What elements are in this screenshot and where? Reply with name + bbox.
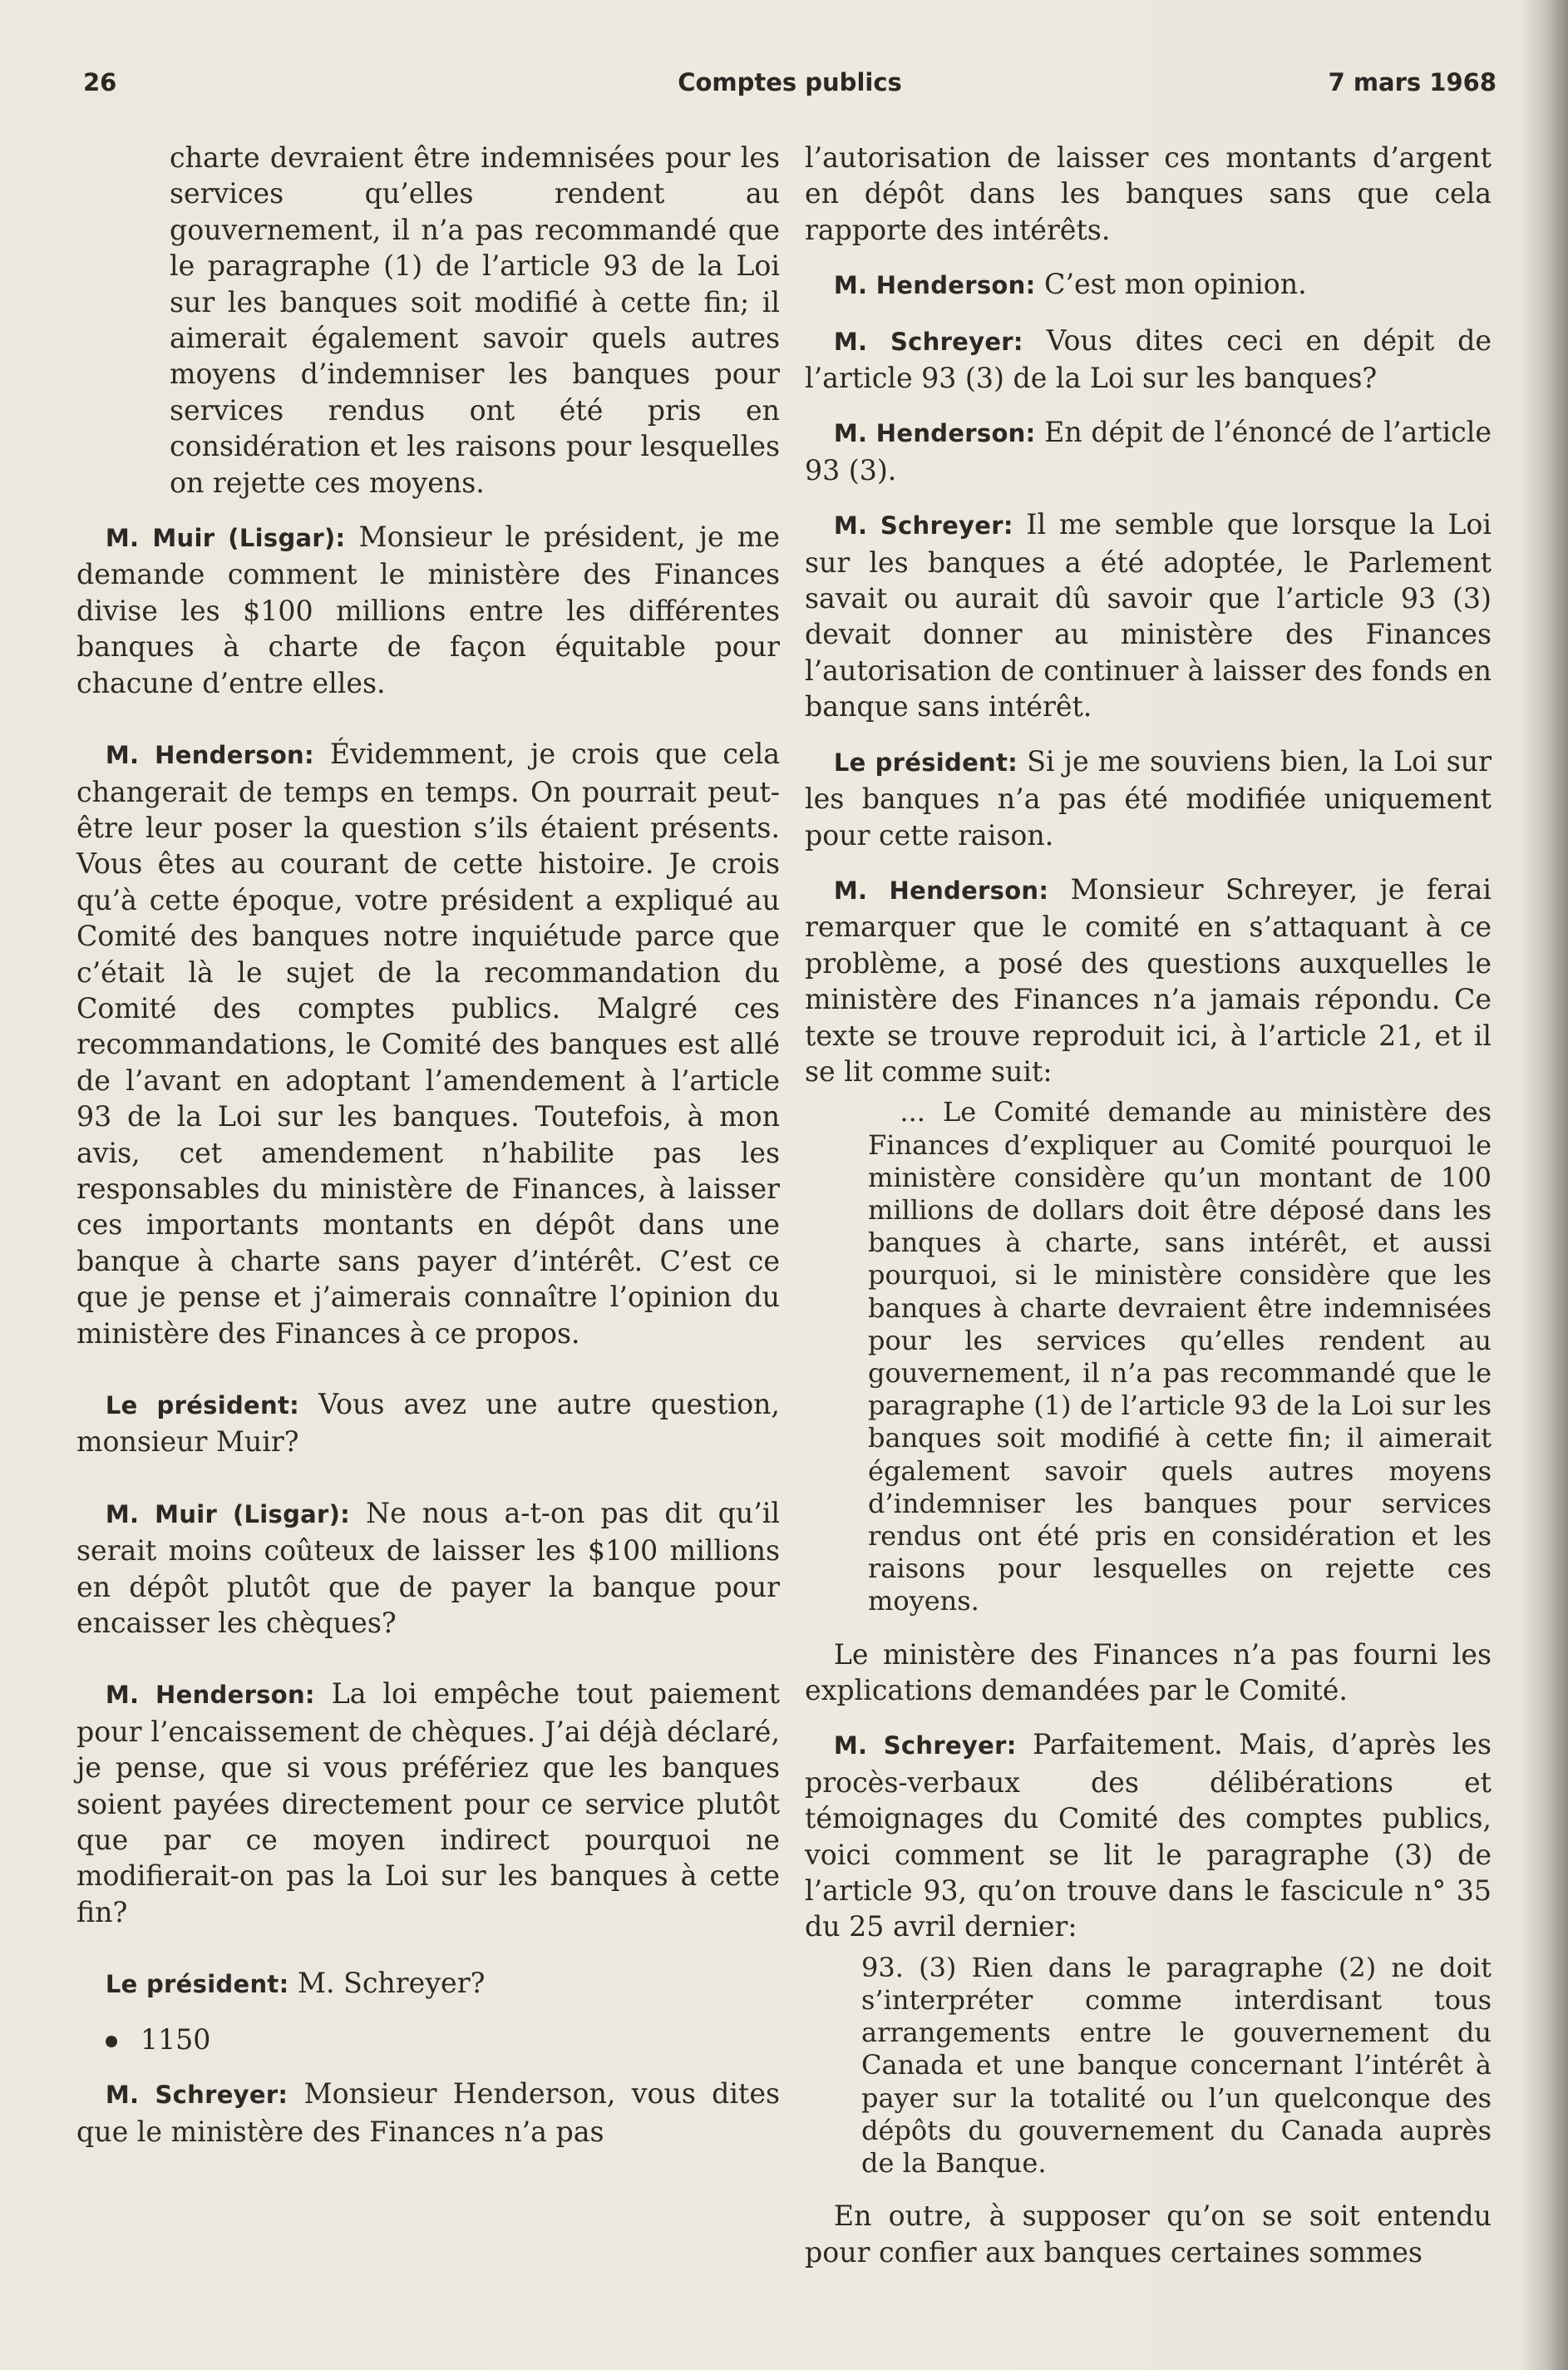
speaker: M. Schreyer: <box>833 327 1023 356</box>
speaker: Le président: <box>105 1391 300 1420</box>
speech-text: Monsieur le président, je me demande comment le ministère des Finances divise les $100 millions entre les différentes banques à charte de façon équitable pour chacune d’entre elles. <box>76 521 780 699</box>
paragraph: Le ministère des Finances n’a pas fourni les explications demandées par le Comité. <box>805 1637 1492 1706</box>
speech-text: Évidemment, je crois que cela changerait de temps en temps. On pourrait peut-être leur poser la question s’ils étaient présents. Vous êtes au courant de cette histoire. Je crois qu’à cette époque, votre président a expliqué au Comité des banques notre inquiétude parce que c’était là le sujet de la recommandation du Comité des comptes publics. Malgré ces recommandations, le Comité des banques est allé de l’avant en adoptant l’amendement à l’article 93 de la Loi sur les banques. Toutefois, à mon avis, cet amendement n’habilite pas les responsables du ministère de Finances, à laisser ces importants montants en dépôt dans une banque à charte sans payer d’intérêt. C’est ce que je pense et j’aimerais connaître l’opinion du ministère des Finances à ce propos. <box>76 738 780 1350</box>
paragraph <box>805 414 1492 488</box>
speech-text: Monsieur Henderson, vous dites que le ministère des Finances n’a pas <box>76 2077 780 2148</box>
speaker: M. Muir (Lisgar): <box>105 524 346 553</box>
paragraph: l’autorisation de laisser ces montants d’argent en dépôt dans les banques sans que cela rapporte des intérêts. <box>805 141 1492 246</box>
paragraph <box>76 1965 780 2002</box>
quote-text: ... Le Comité demande au ministère des Finances d’expliquer au Comité pourquoi le ministère considère qu’un montant de 100 millions de dollars doit être déposé dans les banques à charte, sans intérêt, et aussi pourquoi, si le ministère considère que les banques à charte devraient être indemnisées pour les services qu’elles rendent au gouvernement, il n’a pas recommandé que le paragraphe (1) de l’article 93 de la Loi sur les banques soit modifié à cette fin; il aimerait également savoir quels autres moyens d’indemniser les banques pour services rendus ont été pris en considération et les raisons pour lesquelles on rejette ces moyens. <box>868 1096 1492 1617</box>
bullet-icon <box>106 2036 117 2047</box>
header-date: 7 mars 1968 <box>1328 68 1497 96</box>
paragraph: charte devraient être indemnisées pour les services qu’elles rendent au gouvernement, il n’a pas recommandé que le paragraphe (1) de l’article 93 de la Loi sur les banques soit modifié à cette fin; il aimerait également savoir quels autres moyens d’indemniser les banques pour services rendus ont été pris en considération et les raisons pour lesquelles on rejette ces moyens. <box>170 141 780 499</box>
left-column <box>76 140 780 2168</box>
paragraph <box>805 871 1492 1089</box>
quote-text: 93. (3) Rien dans le paragraphe (2) ne doit s’interpréter comme interdisant tous arrangements entre le gouvernement du Canada et une banque concernant l’intérêt à payer sur la totalité ou l’un quelconque des dépôts du gouvernement du Canada auprès de la Banque. <box>861 1951 1492 2180</box>
paragraph <box>76 2076 780 2150</box>
speech-text: La loi empêche tout paiement pour l’encaissement de chèques. J’ai déjà déclaré, je pense, que si vous préfériez que les banques soient payées directement pour ce service plutôt que par ce moyen indirect pourquoi ne modifierait-on pas la Loi sur les banques à cette fin? <box>76 1677 780 1928</box>
paragraph <box>76 519 780 701</box>
speech-text: Vous dites ceci en dépit de l’article 93 (3) de la Loi sur les banques? <box>805 323 1492 395</box>
speaker: M. Henderson: <box>105 741 314 770</box>
speech-text: Si je me souviens bien, la Loi sur les banques n’a pas été modifiée uniquement pour cette raison. <box>805 744 1492 852</box>
paragraph <box>76 1495 780 1642</box>
speaker: M. Muir (Lisgar): <box>105 1499 351 1528</box>
paragraph <box>805 1726 1492 1944</box>
speech-text: Parfaitement. Mais, d’après les procès-verbaux des délibérations et témoignages du Comité des comptes publics, voici comment se lit le paragraphe (3) de l’article 93, qu’on trouve dans le fascicule n° 35 du 25 avril dernier: <box>805 1728 1492 1943</box>
paragraph <box>805 743 1492 853</box>
running-title: Comptes publics <box>678 68 902 96</box>
page-number: 26 <box>83 68 117 96</box>
time-marker <box>76 2022 780 2057</box>
paragraph: En outre, à supposer qu’on se soit entendu pour confier aux banques certaines sommes <box>805 2200 1492 2269</box>
speaker: Le président: <box>105 1970 289 1999</box>
speech-text: M. Schreyer? <box>298 1967 486 2000</box>
paragraph <box>76 736 780 1351</box>
paragraph <box>76 1676 780 1930</box>
speaker: M. Schreyer: <box>833 1731 1017 1760</box>
block-quote <box>861 1952 1492 2180</box>
speaker: M. Schreyer: <box>833 511 1013 541</box>
speech-text: Monsieur Schreyer, je ferai remarquer que le comité en s’attaquant à ce problème, a posé des questions auxquelles le ministère des Finances n’a jamais répondu. Ce texte se trouve reproduit ici, à l’article 21, et il se lit comme suit: <box>805 872 1492 1088</box>
speech-text: C’est mon opinion. <box>1044 268 1307 301</box>
speaker: M. Henderson: <box>833 876 1049 905</box>
speaker: M. Henderson: <box>833 271 1036 300</box>
speaker: M. Henderson: <box>105 1681 315 1710</box>
speech-text: En dépit de l’énoncé de l’article 93 (3). <box>805 416 1492 486</box>
paragraph <box>805 323 1492 397</box>
speech-text: Ne nous a-t-on pas dit qu’il serait moins coûteux de laisser les $100 millions en dépôt plutôt que de payer la banque pour encaisser les chèques? <box>76 1496 780 1640</box>
block-quote <box>868 1096 1492 1617</box>
page-header <box>83 68 1497 110</box>
speaker: M. Henderson: <box>833 419 1036 448</box>
time-marker-text: 1150 <box>140 2022 211 2056</box>
speaker: M. Schreyer: <box>105 2081 288 2110</box>
paragraph <box>805 506 1492 724</box>
paragraph <box>76 1386 780 1460</box>
speech-text: Il me semble que lorsque la Loi sur les banques a été adoptée, le Parlement savait ou aurait dû savoir que l’article 93 (3) devait donner au ministère des Finances l’autorisation de continuer à laisser des fonds en banque sans intérêt. <box>805 508 1492 723</box>
speaker: Le président: <box>833 748 1018 777</box>
speech-text: Vous avez une autre question, monsieur Muir? <box>76 1388 780 1459</box>
paragraph <box>805 266 1492 304</box>
right-column <box>805 140 1492 2289</box>
